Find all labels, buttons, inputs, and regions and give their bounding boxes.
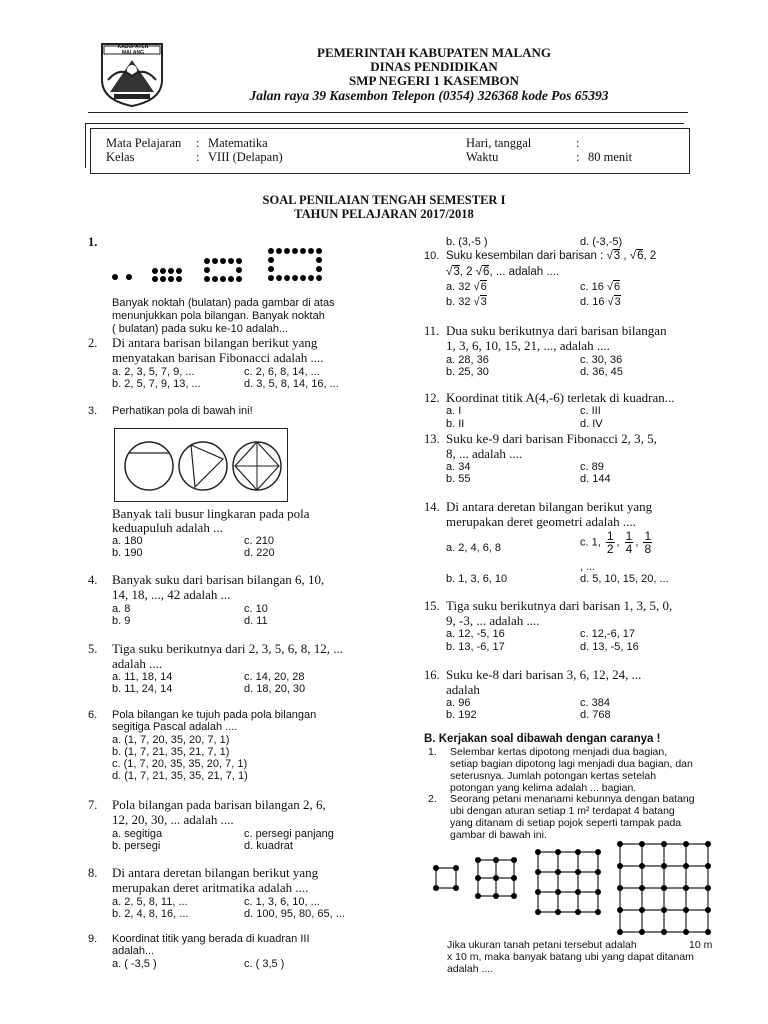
q15-option-d[interactable]: d. 13, -5, 16 [580, 641, 639, 653]
q16-option-b[interactable]: b. 192 [446, 709, 477, 721]
q12-option-d[interactable]: d. IV [580, 418, 603, 430]
q1-line1: Banyak noktah (bulatan) pada gambar di atas [112, 297, 335, 309]
q2-option-c[interactable]: c. 2, 6, 8, 14, ... [244, 366, 320, 378]
time-label: Waktu [466, 150, 499, 164]
q9-option-c[interactable]: c. ( 3,5 ) [244, 958, 285, 970]
day-label: Hari, tanggal [466, 136, 532, 150]
q13-line1: Suku ke-9 dari barisan Fibonacci 2, 3, 5, [446, 431, 657, 446]
q11-option-d[interactable]: d. 36, 45 [580, 366, 623, 378]
q12-number: 12. [424, 391, 440, 405]
essay2-line6: x 10 m, maka banyak batang ubi yang dapat ditanam [447, 951, 694, 963]
q13-option-d[interactable]: d. 144 [580, 473, 611, 485]
q11-option-b[interactable]: b. 25, 30 [446, 366, 489, 378]
plant-dot [639, 907, 645, 913]
q3-option-d[interactable]: d. 220 [244, 547, 275, 559]
q6-number: 6. [88, 709, 98, 721]
q2-line1: Di antara barisan bilangan berikut yang [112, 335, 318, 350]
header-school: SMP NEGERI 1 KASEMBON [348, 73, 520, 88]
q7-option-a[interactable]: a. segitiga [112, 828, 163, 840]
time-value: 80 menit [588, 150, 633, 164]
plant-dot [617, 907, 623, 913]
plant-dot [639, 841, 645, 847]
plant-dot [705, 885, 711, 891]
plant-dot [595, 889, 601, 895]
q3-number: 3. [88, 405, 98, 417]
day-sep: : [576, 136, 580, 150]
q14-line2: merupakan deret geometri adalah .... [446, 514, 636, 529]
plant-dot [683, 841, 689, 847]
q14-number: 14. [424, 500, 440, 514]
q9-line2: adalah... [112, 945, 155, 957]
exam-title: SOAL PENILAIAN TENGAH SEMESTER I [262, 193, 506, 207]
plant-dot [617, 929, 623, 935]
plant-dot [683, 907, 689, 913]
q7-option-b[interactable]: b. persegi [112, 840, 161, 852]
plant-dot [511, 893, 517, 899]
q14-option-b[interactable]: b. 1, 3, 6, 10 [446, 573, 508, 585]
q14-option-c-tail: , ... [580, 561, 596, 573]
q2-option-b[interactable]: b. 2, 5, 7, 9, 13, ... [112, 378, 201, 390]
header-government: PEMERINTAH KABUPATEN MALANG [317, 45, 551, 60]
essay2-line3: yang ditanam di setiap pojok seperti tampak pada [450, 817, 682, 829]
essay2-line1: Seorang petani menanami kebunnya dengan batang [450, 793, 695, 805]
q10-option-c[interactable]: c. 16 √6 [580, 281, 621, 293]
fraction-eighth: $\frac{1}{8}$ [644, 529, 652, 556]
q1-line2: menunjukkan pola bilangan. Banyak noktah [112, 310, 325, 322]
q12-option-c[interactable]: c. III [580, 405, 601, 417]
plant-dot [535, 849, 541, 855]
q11-number: 11. [424, 324, 440, 338]
q6-option-c[interactable]: c. (1, 7, 20, 35, 35, 20, 7, 1) [112, 758, 248, 770]
q4-line2: 14, 18, ..., 42 adalah ... [112, 587, 231, 602]
plant-dot [639, 929, 645, 935]
q15-line2: 9, -3, ... adalah .... [446, 613, 540, 628]
q7-option-d[interactable]: d. kuadrat [244, 840, 293, 852]
q14-line1: Di antara deretan bilangan berikut yang [446, 499, 653, 514]
essay1-line2: setiap bagian dipotong lagi menjadi dua bagian, dan [450, 758, 693, 770]
essay1-line4: potongan yang kelima adalah ... bagian. [450, 782, 637, 794]
q8-option-c[interactable]: c. 1, 3, 6, 10, ... [244, 896, 320, 908]
essay1-number: 1. [428, 746, 437, 758]
plant-dot [617, 863, 623, 869]
q2-option-a[interactable]: a. 2, 3, 5, 7, 9, ... [112, 366, 195, 378]
sqrt6-a: √6 [629, 250, 644, 262]
plant-dot [661, 929, 667, 935]
q10-option-a[interactable]: a. 32 √6 [446, 281, 487, 293]
q2-number: 2. [88, 336, 98, 350]
q8-line1: Di antara deretan bilangan berikut yang [112, 865, 319, 880]
q13-option-a[interactable]: a. 34 [446, 461, 471, 473]
plant-dot [433, 885, 439, 891]
plant-dot [493, 893, 499, 899]
q4-option-a[interactable]: a. 8 [112, 603, 131, 615]
q4-option-b[interactable]: b. 9 [112, 615, 131, 627]
q10-line2 [446, 264, 559, 280]
q4-line1: Banyak suku dari barisan bilangan 6, 10, [112, 572, 325, 587]
q11-line2: 1, 3, 6, 10, 15, 21, ..., adalah .... [446, 338, 610, 353]
sqrt6-b: √6 [475, 266, 490, 278]
plant-dot [705, 841, 711, 847]
q12-option-b[interactable]: b. II [446, 418, 465, 430]
q3-option-a[interactable]: a. 180 [112, 535, 143, 547]
essay2-line7: adalah .... [447, 963, 494, 975]
q7-option-c[interactable]: c. persegi panjang [244, 828, 334, 840]
q5-option-b[interactable]: b. 11, 24, 14 [112, 683, 173, 695]
sqrt3-b: √3 [446, 266, 460, 278]
essay1-line1: Selembar kertas dipotong menjadi dua bagian, [450, 746, 668, 758]
class-sep: : [196, 150, 200, 164]
plant-dot [617, 885, 623, 891]
q12-option-a[interactable]: a. I [446, 405, 462, 417]
plant-dot [535, 869, 541, 875]
plant-dot [661, 885, 667, 891]
q15-line1: Tiga suku berikutnya dari barisan 1, 3, 5, 0, [446, 598, 673, 613]
plant-dot [555, 869, 561, 875]
plant-dot [639, 885, 645, 891]
plant-dot [493, 875, 499, 881]
plant-dot [511, 857, 517, 863]
subject-label: Mata Pelajaran [106, 136, 182, 150]
essay2-line4: gambar di bawah ini. [450, 829, 547, 841]
essay1-line3: seterusnya. Jumlah potongan kertas setelah [450, 770, 657, 782]
q10-tail: , ... adalah .... [489, 266, 560, 278]
plant-dot [535, 909, 541, 915]
q1-line3: ( bulatan) pada suku ke-10 adalah... [112, 323, 289, 335]
q1-dot-pattern [112, 246, 332, 286]
q5-option-c[interactable]: c. 14, 20, 28 [244, 671, 305, 683]
exam-year: TAHUN PELAJARAN 2017/2018 [294, 207, 474, 221]
q6-option-a[interactable]: a. (1, 7, 20, 35, 20, 7, 1) [112, 734, 230, 746]
q8-option-b[interactable]: b. 2, 4, 8, 16, ... [112, 908, 189, 920]
q5-option-d[interactable]: d. 18, 20, 30 [244, 683, 306, 695]
q11-line1: Dua suku berikutnya dari barisan bilangan [446, 323, 667, 338]
logo-caption: KABUPATEN MALANG [117, 44, 149, 56]
q8-option-a[interactable]: a. 2, 5, 8, 11, ... [112, 896, 188, 908]
q10-stem: Suku kesembilan dari barisan : [446, 250, 604, 262]
fraction-quarter: $\frac{1}{4}$ [625, 529, 633, 556]
plant-dot [661, 841, 667, 847]
q3-option-b[interactable]: b. 190 [112, 547, 143, 559]
fraction-half: $\frac{1}{2}$ [606, 529, 614, 556]
q9-option-d[interactable]: d. (-3,-5) [580, 236, 623, 248]
q5-option-a[interactable]: a. 11, 18, 14 [112, 671, 173, 683]
plant-dot [595, 849, 601, 855]
plant-dot [453, 885, 459, 891]
q3-option-c[interactable]: c. 210 [244, 535, 274, 547]
plant-dot [575, 849, 581, 855]
q10-coef-2: , 2 [643, 250, 657, 262]
q16-number: 16. [424, 668, 440, 682]
q1-number: 1. [88, 235, 98, 249]
q7-line1: Pola bilangan pada barisan bilangan 2, 6, [112, 797, 326, 812]
class-label: Kelas [106, 150, 135, 164]
plant-dot [617, 841, 623, 847]
q5-line1: Tiga suku berikutnya dari 2, 3, 5, 6, 8, 12, ... [112, 641, 343, 656]
q4-option-c[interactable]: c. 10 [244, 603, 268, 615]
q10-line1: Suku kesembilan dari barisan : √3 , √6, 2 [446, 250, 657, 262]
q8-line2: merupakan deret aritmatika adalah .... [112, 880, 309, 895]
q6-line1: Pola bilangan ke tujuh pada pola bilangan [112, 709, 317, 721]
plant-dot [705, 907, 711, 913]
q7-number: 7. [88, 798, 98, 812]
q13-line2: 8, ... adalah .... [446, 446, 523, 461]
header-department: DINAS PENDIDIKAN [370, 59, 498, 74]
q10-option-d[interactable]: d. 16 √3 [580, 296, 621, 308]
plant-dot [683, 929, 689, 935]
q16-line1: Suku ke-8 dari barisan 3, 6, 12, 24, ... [446, 667, 642, 682]
q16-option-a[interactable]: a. 96 [446, 697, 471, 709]
q8-number: 8. [88, 866, 98, 880]
plant-dot [575, 889, 581, 895]
plant-dot [705, 863, 711, 869]
q10-number: 10. [424, 250, 440, 262]
q8-option-d[interactable]: d. 100, 95, 80, 65, ... [244, 908, 345, 920]
q13-option-b[interactable]: b. 55 [446, 473, 471, 485]
class-value: VIII (Delapan) [208, 150, 283, 164]
q2-line2: menyatakan barisan Fibonacci adalah .... [112, 350, 324, 365]
q16-line2: adalah [446, 682, 480, 697]
q6-option-d[interactable]: d. (1, 7, 21, 35, 35, 21, 7, 1) [112, 770, 248, 782]
plant-dot [595, 869, 601, 875]
q3-line1: Perhatikan pola di bawah ini! [112, 405, 253, 417]
time-sep: : [576, 150, 580, 164]
plant-dot [453, 865, 459, 871]
q7-line2: 12, 20, 30, ... adalah .... [112, 812, 234, 827]
plant-dot [535, 889, 541, 895]
essay2-number: 2. [428, 793, 437, 805]
q15-option-a[interactable]: a. 12, -5, 16 [446, 628, 505, 640]
q5-number: 5. [88, 642, 98, 656]
plant-dot [555, 909, 561, 915]
q13-option-c[interactable]: c. 89 [580, 461, 604, 473]
plant-dot [555, 889, 561, 895]
plant-dot [511, 875, 517, 881]
header-divider [88, 112, 688, 113]
subject-value: Matematika [208, 136, 268, 150]
q11-option-c[interactable]: c. 30, 36 [580, 354, 623, 366]
q9-option-a[interactable]: a. ( -3,5 ) [112, 958, 157, 970]
q5-line2: adalah .... [112, 656, 163, 671]
subject-sep: : [196, 136, 200, 150]
q10-coef-2b: , 2 [459, 266, 473, 278]
q9-number: 9. [88, 933, 98, 945]
q3-line2: Banyak tali busur lingkaran pada pola [112, 506, 310, 521]
plant-dot [575, 869, 581, 875]
q10-option-b[interactable]: b. 32 √3 [446, 296, 487, 308]
essay2-line5: Jika ukuran tanah petani tersebut adalah [447, 939, 637, 951]
q16-option-d[interactable]: d. 768 [580, 709, 611, 721]
plant-dot [555, 849, 561, 855]
q6-line2: segitiga Pascal adalah .... [112, 721, 238, 733]
q3-line3: keduapuluh adalah ... [112, 520, 223, 535]
q9-line1: Koordinat titik yang berada di kuadran III [112, 933, 310, 945]
plant-dot [683, 863, 689, 869]
plant-dot [433, 865, 439, 871]
plant-dot [493, 857, 499, 863]
plant-dot [475, 875, 481, 881]
q15-option-c[interactable]: c. 12,-6, 17 [580, 628, 636, 640]
plant-dot [595, 909, 601, 915]
plant-dot [661, 907, 667, 913]
q14-option-d[interactable]: d. 5, 10, 15, 20, ... [580, 573, 669, 585]
q16-option-c[interactable]: c. 384 [580, 697, 610, 709]
essay2-line2: ubi dengan aturan setiap 1 m² terdapat 4 batang [450, 805, 675, 817]
plant-dot [475, 893, 481, 899]
plant-dot [475, 857, 481, 863]
part-b-title: B. Kerjakan soal dibawah dengan caranya ! [424, 733, 661, 745]
plant-dot [683, 885, 689, 891]
plant-dot [705, 929, 711, 935]
q13-number: 13. [424, 432, 440, 446]
q12-line1: Koordinat titik A(4,-6) terletak di kuadran... [446, 390, 675, 405]
q4-option-d[interactable]: d. 11 [244, 615, 268, 627]
q2-option-d[interactable]: d. 3, 5, 8, 14, 16, ... [244, 378, 339, 390]
planting-grid-figures [426, 842, 726, 932]
plant-dot [661, 863, 667, 869]
plant-dot [639, 863, 645, 869]
essay2-line5-size: 10 m [689, 939, 713, 951]
plant-dot [575, 909, 581, 915]
q4-number: 4. [88, 573, 98, 587]
q3-circle-pattern [114, 428, 288, 502]
q15-number: 15. [424, 599, 440, 613]
q15-option-b[interactable]: b. 13, -6, 17 [446, 641, 505, 653]
sqrt3-a: √3 [606, 250, 621, 262]
q14-option-a[interactable]: a. 2, 4, 6, 8 [446, 542, 502, 554]
header-address: Jalan raya 39 Kasembon Telepon (0354) 326368 kode Pos 65393 [249, 88, 609, 103]
q6-option-b[interactable]: b. (1, 7, 21, 35, 21, 7, 1) [112, 746, 230, 758]
q11-option-a[interactable]: a. 28, 36 [446, 354, 489, 366]
q14-option-c[interactable]: c. 1, $\frac{1}{2}$ , $\frac{1}{4}$ , $\frac{1}{8}$ [580, 529, 652, 556]
q9-option-b[interactable]: b. (3,-5 ) [446, 236, 488, 248]
